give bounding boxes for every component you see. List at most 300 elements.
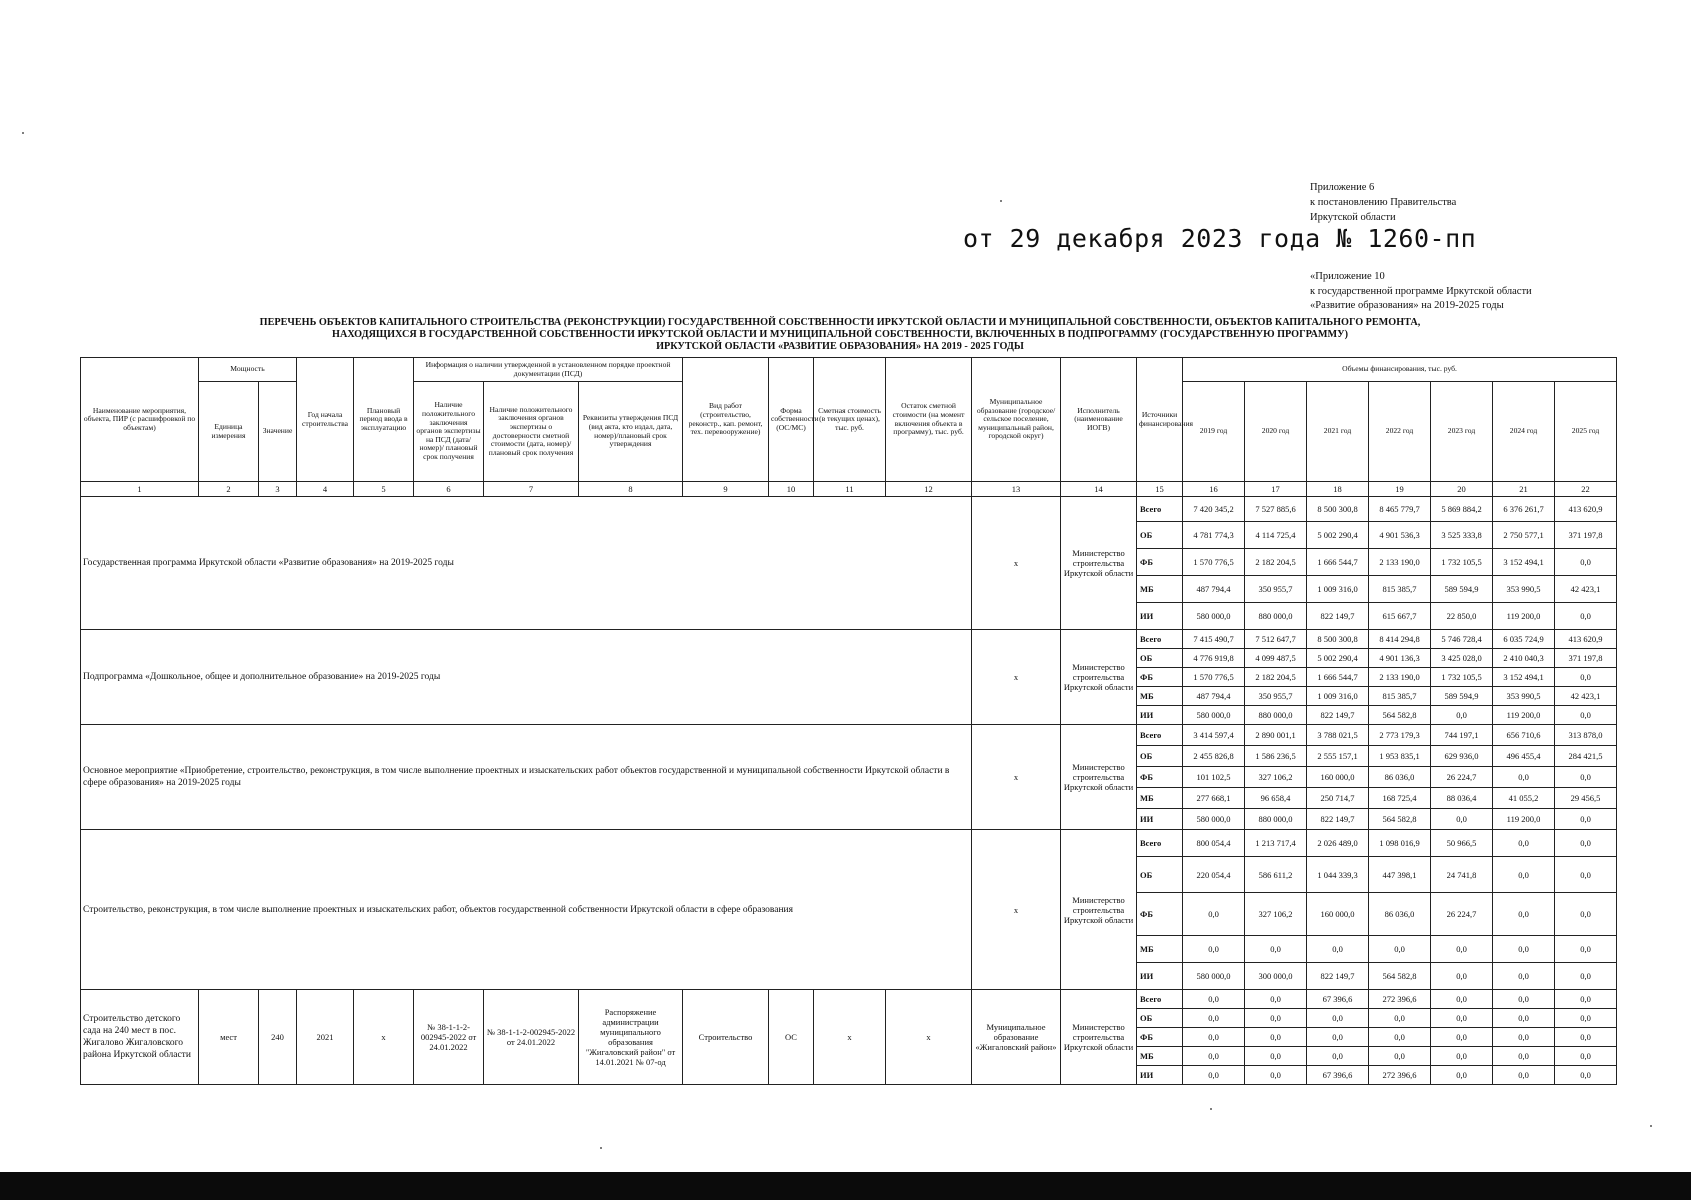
funding-value: 0,0 — [1431, 1009, 1493, 1028]
funding-source-label: ФБ — [1137, 767, 1183, 788]
funding-value: 4 776 919,8 — [1183, 649, 1245, 668]
section-row — [81, 497, 1617, 522]
funding-value: 250 714,7 — [1307, 788, 1369, 809]
funding-value: 822 149,7 — [1307, 809, 1369, 830]
funding-value: 0,0 — [1245, 1047, 1307, 1066]
funding-value: 589 594,9 — [1431, 576, 1493, 603]
funding-value: 6 035 724,9 — [1493, 630, 1555, 649]
funding-value: 353 990,5 — [1493, 687, 1555, 706]
column-number: 19 — [1369, 482, 1431, 497]
funding-value: 0,0 — [1307, 1047, 1369, 1066]
header-psd-info: Информация о наличии утвержденной в установленном порядке проектной документации (ПСД) — [414, 358, 683, 382]
header-municipality: Муниципальное образование (городское/сельское поселение, муниципальный район, городской округ) — [972, 358, 1061, 482]
funding-value: 496 455,4 — [1493, 746, 1555, 767]
header-year-2023: 2023 год — [1431, 382, 1493, 482]
funding-value: 4 901 536,3 — [1369, 522, 1431, 549]
funding-value: 2 133 190,0 — [1369, 549, 1431, 576]
funding-value: 0,0 — [1431, 990, 1493, 1009]
funding-source-label: ОБ — [1137, 746, 1183, 767]
funding-source-label: ФБ — [1137, 893, 1183, 936]
funding-value: 487 794,4 — [1183, 687, 1245, 706]
funding-value: 0,0 — [1555, 603, 1617, 630]
funding-value: 629 936,0 — [1431, 746, 1493, 767]
funding-source-label: ОБ — [1137, 1009, 1183, 1028]
funding-value: 101 102,5 — [1183, 767, 1245, 788]
object-unit: мест — [199, 990, 259, 1085]
funding-value: 0,0 — [1369, 1009, 1431, 1028]
funding-value: 0,0 — [1245, 1009, 1307, 1028]
object-ownership: ОС — [769, 990, 814, 1085]
funding-value: 1 009 316,0 — [1307, 687, 1369, 706]
header-expertise-cost: Наличие положительного заключения органов экспертизы о достоверности сметной стоимости (дата, номер)/плановый срок получения — [484, 382, 579, 482]
funding-value: 350 955,7 — [1245, 687, 1307, 706]
funding-value: 0,0 — [1183, 936, 1245, 963]
column-number: 7 — [484, 482, 579, 497]
funding-value: 371 197,8 — [1555, 522, 1617, 549]
funding-value: 822 149,7 — [1307, 706, 1369, 725]
funding-value: 564 582,8 — [1369, 809, 1431, 830]
object-name: Строительство детского сада на 240 мест в пос. Жигалово Жигаловского района Иркутской области — [81, 990, 199, 1085]
appendix-6-line1: Приложение 6 — [1310, 182, 1375, 193]
funding-value: 0,0 — [1183, 893, 1245, 936]
funding-value: 447 398,1 — [1369, 857, 1431, 893]
column-number: 9 — [683, 482, 769, 497]
funding-value: 4 781 774,3 — [1183, 522, 1245, 549]
header-remainder: Остаток сметной стоимости (на момент включения объекта в программу), тыс. руб. — [886, 358, 972, 482]
section-executor: Министерство строительства Иркутской области — [1061, 630, 1137, 725]
funding-value: 7 420 345,2 — [1183, 497, 1245, 522]
funding-value: 1 044 339,3 — [1307, 857, 1369, 893]
funding-value: 0,0 — [1555, 893, 1617, 936]
title-line3: ИРКУТСКОЙ ОБЛАСТИ «РАЗВИТИЕ ОБРАЗОВАНИЯ» НА 2019 - 2025 ГОДЫ — [656, 341, 1024, 352]
funding-value: 29 456,5 — [1555, 788, 1617, 809]
funding-value: 313 878,0 — [1555, 725, 1617, 746]
funding-value: 277 668,1 — [1183, 788, 1245, 809]
funding-value: 0,0 — [1493, 1028, 1555, 1047]
funding-value: 119 200,0 — [1493, 809, 1555, 830]
header-funding-source: Источники финансирования — [1137, 358, 1183, 482]
funding-source-label: ФБ — [1137, 549, 1183, 576]
scan-speck — [1000, 200, 1002, 202]
funding-value: 0,0 — [1493, 990, 1555, 1009]
funding-value: 0,0 — [1555, 1047, 1617, 1066]
funding-value: 815 385,7 — [1369, 576, 1431, 603]
funding-value: 26 224,7 — [1431, 767, 1493, 788]
funding-value: 0,0 — [1555, 767, 1617, 788]
funding-value: 0,0 — [1493, 767, 1555, 788]
funding-value: 0,0 — [1493, 830, 1555, 857]
funding-value: 2 555 157,1 — [1307, 746, 1369, 767]
funding-value: 8 465 779,7 — [1369, 497, 1431, 522]
funding-source-label: Всего — [1137, 497, 1183, 522]
funding-value: 880 000,0 — [1245, 809, 1307, 830]
document-title — [180, 317, 1500, 353]
funding-value: 4 099 487,5 — [1245, 649, 1307, 668]
title-line1: ПЕРЕЧЕНЬ ОБЪЕКТОВ КАПИТАЛЬНОГО СТРОИТЕЛЬСТВА (РЕКОНСТРУКЦИИ) ГОСУДАРСТВЕННОЙ СОБСТВЕННОСТИ ИРКУТСКОЙ ОБЛАСТИ И МУНИЦИПАЛЬНОЙ СОБСТВЕННОСТИ, ОБЪЕКТОВ КАПИТАЛЬНОГО РЕМОНТА, — [259, 317, 1421, 328]
funding-value: 7 415 490,7 — [1183, 630, 1245, 649]
funding-value: 0,0 — [1493, 1009, 1555, 1028]
funding-value: 6 376 261,7 — [1493, 497, 1555, 522]
funding-value: 815 385,7 — [1369, 687, 1431, 706]
funding-source-label: МБ — [1137, 576, 1183, 603]
funding-value: 0,0 — [1555, 1009, 1617, 1028]
funding-value: 22 850,0 — [1431, 603, 1493, 630]
funding-value: 50 966,5 — [1431, 830, 1493, 857]
appendix-6-block — [1310, 180, 1456, 225]
funding-value: 0,0 — [1493, 1066, 1555, 1085]
funding-value: 67 396,6 — [1307, 1066, 1369, 1085]
funding-value: 1 098 016,9 — [1369, 830, 1431, 857]
header-start-year: Год начала строительства — [297, 358, 354, 482]
header-year-2025: 2025 год — [1555, 382, 1617, 482]
column-number: 13 — [972, 482, 1061, 497]
header-unit: Единица измерения — [199, 382, 259, 482]
funding-value: 7 527 885,6 — [1245, 497, 1307, 522]
funding-value: 1 009 316,0 — [1307, 576, 1369, 603]
scan-speck — [22, 132, 24, 134]
header-year-2022: 2022 год — [1369, 382, 1431, 482]
header-psd-approval: Реквизиты утверждения ПСД (вид акта, кто издал, дата, номер)/плановый срок утверждения — [579, 382, 683, 482]
column-number: 3 — [259, 482, 297, 497]
column-number: 6 — [414, 482, 484, 497]
funding-value: 413 620,9 — [1555, 630, 1617, 649]
funding-value: 2 026 489,0 — [1307, 830, 1369, 857]
header-financing: Объемы финансирования, тыс. руб. — [1183, 358, 1617, 382]
funding-value: 1 732 105,5 — [1431, 668, 1493, 687]
funding-value: 5 002 290,4 — [1307, 522, 1369, 549]
funding-value: 580 000,0 — [1183, 603, 1245, 630]
funding-value: 0,0 — [1431, 1028, 1493, 1047]
column-number: 20 — [1431, 482, 1493, 497]
funding-value: 0,0 — [1555, 549, 1617, 576]
appendix-10-line2: к государственной программе Иркутской области — [1310, 285, 1532, 297]
funding-value: 0,0 — [1245, 990, 1307, 1009]
funding-value: 880 000,0 — [1245, 603, 1307, 630]
funding-value: 564 582,8 — [1369, 963, 1431, 990]
column-number: 1 — [81, 482, 199, 497]
funding-value: 0,0 — [1245, 1028, 1307, 1047]
funding-source-label: ОБ — [1137, 857, 1183, 893]
object-work-type: Строительство — [683, 990, 769, 1085]
funding-source-label: Всего — [1137, 725, 1183, 746]
funding-source-label: МБ — [1137, 936, 1183, 963]
funding-value: 8 414 294,8 — [1369, 630, 1431, 649]
header-work-type: Вид работ (строительство, реконстр., кап. ремонт, тех. перевооружение) — [683, 358, 769, 482]
funding-value: 0,0 — [1555, 963, 1617, 990]
column-numbers-row — [81, 482, 1617, 497]
scan-speck — [600, 1147, 602, 1149]
funding-value: 220 054,4 — [1183, 857, 1245, 893]
funding-value: 4 901 136,3 — [1369, 649, 1431, 668]
funding-value: 0,0 — [1307, 1028, 1369, 1047]
column-number: 18 — [1307, 482, 1369, 497]
funding-value: 0,0 — [1493, 963, 1555, 990]
appendix-10-line1: «Приложение 10 — [1310, 271, 1385, 282]
funding-value: 0,0 — [1369, 1047, 1431, 1066]
appendix-10-block — [1310, 270, 1532, 314]
object-estimate: x — [814, 990, 886, 1085]
funding-value: 0,0 — [1493, 936, 1555, 963]
section-name: Подпрограмма «Дошкольное, общее и дополнительное образование» на 2019-2025 годы — [81, 630, 972, 725]
funding-value: 0,0 — [1307, 936, 1369, 963]
funding-value: 0,0 — [1431, 1066, 1493, 1085]
column-number: 4 — [297, 482, 354, 497]
header-name: Наименование мероприятия, объекта, ПИР (с расшифровкой по объектам) — [81, 358, 199, 482]
funding-value: 0,0 — [1369, 1028, 1431, 1047]
header-ownership: Форма собственности (ОС/МС) — [769, 358, 814, 482]
funding-value: 0,0 — [1431, 963, 1493, 990]
section-name: Строительство, реконструкция, в том числе выполнение проектных и изыскательских работ, объектов государственной собственности Иркутской области в сфере образования — [81, 830, 972, 990]
funding-value: 1 213 717,4 — [1245, 830, 1307, 857]
funding-value: 2 133 190,0 — [1369, 668, 1431, 687]
funding-source-label: МБ — [1137, 687, 1183, 706]
funding-value: 800 054,4 — [1183, 830, 1245, 857]
object-start-year: 2021 — [297, 990, 354, 1085]
header-expertise-psd: Наличие положительного заключения органов экспертизы на ПСД (дата/номер)/ плановый срок получения — [414, 382, 484, 482]
funding-value: 371 197,8 — [1555, 649, 1617, 668]
section-row — [81, 630, 1617, 649]
title-line2: НАХОДЯЩИХСЯ В ГОСУДАРСТВЕННОЙ СОБСТВЕННОСТИ ИРКУТСКОЙ ОБЛАСТИ И МУНИЦИПАЛЬНОЙ СОБСТВЕННОСТИ, ВКЛЮЧЕННЫХ В ПОДПРОГРАММУ (ГОСУДАРСТВЕННУЮ ПРОГРАММУ) — [332, 329, 1348, 340]
funding-value: 580 000,0 — [1183, 963, 1245, 990]
section-name: Государственная программа Иркутской области «Развитие образования» на 2019-2025 годы — [81, 497, 972, 630]
funding-value: 0,0 — [1555, 809, 1617, 830]
funding-value: 0,0 — [1431, 936, 1493, 963]
funding-value: 1 666 544,7 — [1307, 668, 1369, 687]
funding-value: 0,0 — [1555, 1028, 1617, 1047]
funding-value: 1 953 835,1 — [1369, 746, 1431, 767]
appendix-6-line2: к постановлению Правительства — [1310, 197, 1457, 208]
funding-value: 96 658,4 — [1245, 788, 1307, 809]
funding-value: 5 002 290,4 — [1307, 649, 1369, 668]
funding-source-label: ФБ — [1137, 668, 1183, 687]
funding-value: 3 152 494,1 — [1493, 668, 1555, 687]
funding-value: 822 149,7 — [1307, 603, 1369, 630]
section-mark: x — [972, 830, 1061, 990]
funding-value: 0,0 — [1493, 893, 1555, 936]
objects-table — [80, 357, 1617, 1085]
object-remainder: x — [886, 990, 972, 1085]
funding-value: 0,0 — [1245, 936, 1307, 963]
funding-value: 0,0 — [1555, 706, 1617, 725]
column-number: 5 — [354, 482, 414, 497]
funding-value: 88 036,4 — [1431, 788, 1493, 809]
funding-value: 0,0 — [1555, 1066, 1617, 1085]
funding-value: 327 106,2 — [1245, 767, 1307, 788]
funding-value: 656 710,6 — [1493, 725, 1555, 746]
funding-source-label: ОБ — [1137, 522, 1183, 549]
funding-value: 0,0 — [1431, 809, 1493, 830]
funding-value: 586 611,2 — [1245, 857, 1307, 893]
funding-value: 8 500 300,8 — [1307, 630, 1369, 649]
funding-value: 1 666 544,7 — [1307, 549, 1369, 576]
object-psd-approval: Распоряжение администрации муниципального образования "Жигаловский район" от 14.01.2021 № 07-од — [579, 990, 683, 1085]
funding-value: 24 741,8 — [1431, 857, 1493, 893]
funding-value: 3 152 494,1 — [1493, 549, 1555, 576]
funding-value: 0,0 — [1555, 830, 1617, 857]
funding-value: 3 525 333,8 — [1431, 522, 1493, 549]
funding-value: 7 512 647,7 — [1245, 630, 1307, 649]
appendix-6-line3: Иркутской области — [1310, 212, 1396, 223]
column-number: 16 — [1183, 482, 1245, 497]
funding-value: 42 423,1 — [1555, 576, 1617, 603]
funding-value: 3 788 021,5 — [1307, 725, 1369, 746]
header-year-2021: 2021 год — [1307, 382, 1369, 482]
funding-source-label: ФБ — [1137, 1028, 1183, 1047]
header-year-2019: 2019 год — [1183, 382, 1245, 482]
column-number: 14 — [1061, 482, 1137, 497]
funding-value: 3 414 597,4 — [1183, 725, 1245, 746]
funding-value: 0,0 — [1493, 1047, 1555, 1066]
funding-value: 413 620,9 — [1555, 497, 1617, 522]
funding-source-label: Всего — [1137, 630, 1183, 649]
funding-source-label: ИИ — [1137, 1066, 1183, 1085]
column-number: 2 — [199, 482, 259, 497]
object-municipality: Муниципальное образование «Жигаловский район» — [972, 990, 1061, 1085]
funding-value: 2 182 204,5 — [1245, 668, 1307, 687]
funding-value: 160 000,0 — [1307, 767, 1369, 788]
funding-source-label: ИИ — [1137, 809, 1183, 830]
funding-value: 327 106,2 — [1245, 893, 1307, 936]
column-number: 10 — [769, 482, 814, 497]
funding-value: 744 197,1 — [1431, 725, 1493, 746]
funding-value: 1 586 236,5 — [1245, 746, 1307, 767]
funding-value: 0,0 — [1555, 857, 1617, 893]
funding-source-label: ИИ — [1137, 603, 1183, 630]
section-mark: x — [972, 630, 1061, 725]
funding-value: 2 455 826,8 — [1183, 746, 1245, 767]
funding-value: 284 421,5 — [1555, 746, 1617, 767]
funding-value: 86 036,0 — [1369, 767, 1431, 788]
column-number: 21 — [1493, 482, 1555, 497]
column-number: 22 — [1555, 482, 1617, 497]
section-row — [81, 830, 1617, 857]
funding-value: 41 055,2 — [1493, 788, 1555, 809]
top-edge — [0, 0, 1691, 4]
funding-value: 160 000,0 — [1307, 893, 1369, 936]
object-row — [81, 990, 1617, 1009]
funding-source-label: ИИ — [1137, 963, 1183, 990]
header-year-2024: 2024 год — [1493, 382, 1555, 482]
funding-source-label: Всего — [1137, 830, 1183, 857]
object-executor: Министерство строительства Иркутской области — [1061, 990, 1137, 1085]
funding-value: 0,0 — [1183, 1066, 1245, 1085]
object-value: 240 — [259, 990, 297, 1085]
section-name: Основное мероприятие «Приобретение, строительство, реконструкция, в том числе выполнение проектных и изыскательских работ объектов государственной и муниципальной собственности Иркутской области в сфере образования» на 2019-2025 годы — [81, 725, 972, 830]
funding-value: 0,0 — [1431, 706, 1493, 725]
header-value: Значение — [259, 382, 297, 482]
funding-value: 1 570 776,5 — [1183, 549, 1245, 576]
funding-value: 487 794,4 — [1183, 576, 1245, 603]
section-executor: Министерство строительства Иркутской области — [1061, 830, 1137, 990]
funding-value: 589 594,9 — [1431, 687, 1493, 706]
funding-value: 2 182 204,5 — [1245, 549, 1307, 576]
section-row — [81, 725, 1617, 746]
funding-value: 615 667,7 — [1369, 603, 1431, 630]
funding-value: 26 224,7 — [1431, 893, 1493, 936]
funding-value: 2 773 179,3 — [1369, 725, 1431, 746]
funding-value: 5 869 884,2 — [1431, 497, 1493, 522]
funding-value: 3 425 028,0 — [1431, 649, 1493, 668]
column-number: 15 — [1137, 482, 1183, 497]
header-capacity: Мощность — [199, 358, 297, 382]
column-number: 17 — [1245, 482, 1307, 497]
funding-value: 2 890 001,1 — [1245, 725, 1307, 746]
appendix-10-line3: «Развитие образования» на 2019-2025 годы — [1310, 300, 1504, 311]
funding-value: 272 396,6 — [1369, 990, 1431, 1009]
header-year-2020: 2020 год — [1245, 382, 1307, 482]
header-executor: Исполнитель (наименование ИОГВ) — [1061, 358, 1137, 482]
funding-value: 168 725,4 — [1369, 788, 1431, 809]
funding-value: 0,0 — [1431, 1047, 1493, 1066]
funding-value: 2 410 040,3 — [1493, 649, 1555, 668]
funding-value: 1 570 776,5 — [1183, 668, 1245, 687]
funding-value: 8 500 300,8 — [1307, 497, 1369, 522]
funding-source-label: ИИ — [1137, 706, 1183, 725]
funding-value: 580 000,0 — [1183, 809, 1245, 830]
funding-value: 300 000,0 — [1245, 963, 1307, 990]
section-executor: Министерство строительства Иркутской области — [1061, 725, 1137, 830]
header-estimate: Сметная стоимость (в текущих ценах), тыс. руб. — [814, 358, 886, 482]
funding-value: 0,0 — [1307, 1009, 1369, 1028]
section-executor: Министерство строительства Иркутской области — [1061, 497, 1137, 630]
funding-value: 0,0 — [1245, 1066, 1307, 1085]
funding-value: 5 746 728,4 — [1431, 630, 1493, 649]
funding-value: 272 396,6 — [1369, 1066, 1431, 1085]
funding-value: 4 114 725,4 — [1245, 522, 1307, 549]
decree-date-number: от 29 декабря 2023 года № 1260-пп — [963, 224, 1477, 253]
funding-value: 0,0 — [1555, 668, 1617, 687]
funding-source-label: МБ — [1137, 788, 1183, 809]
funding-source-label: ОБ — [1137, 649, 1183, 668]
funding-value: 880 000,0 — [1245, 706, 1307, 725]
funding-value: 580 000,0 — [1183, 706, 1245, 725]
funding-value: 0,0 — [1183, 1047, 1245, 1066]
object-commission: x — [354, 990, 414, 1085]
funding-value: 0,0 — [1183, 1009, 1245, 1028]
scan-speck — [1210, 1108, 1212, 1110]
object-expertise-cost: № 38-1-1-2-002945-2022 от 24.01.2022 — [484, 990, 579, 1085]
funding-value: 119 200,0 — [1493, 706, 1555, 725]
funding-value: 119 200,0 — [1493, 603, 1555, 630]
funding-value: 67 396,6 — [1307, 990, 1369, 1009]
funding-value: 353 990,5 — [1493, 576, 1555, 603]
funding-value: 0,0 — [1183, 990, 1245, 1009]
funding-value: 1 732 105,5 — [1431, 549, 1493, 576]
funding-value: 2 750 577,1 — [1493, 522, 1555, 549]
scan-speck — [1650, 1125, 1652, 1127]
funding-value: 0,0 — [1493, 857, 1555, 893]
column-number: 11 — [814, 482, 886, 497]
funding-value: 0,0 — [1555, 936, 1617, 963]
funding-value: 0,0 — [1369, 936, 1431, 963]
column-number: 8 — [579, 482, 683, 497]
section-mark: x — [972, 725, 1061, 830]
funding-value: 0,0 — [1183, 1028, 1245, 1047]
header-commission: Плановый период ввода в эксплуатацию — [354, 358, 414, 482]
funding-source-label: Всего — [1137, 990, 1183, 1009]
column-number: 12 — [886, 482, 972, 497]
funding-value: 42 423,1 — [1555, 687, 1617, 706]
table-body — [81, 358, 1617, 1085]
header-row-1 — [81, 358, 1617, 382]
funding-source-label: МБ — [1137, 1047, 1183, 1066]
funding-value: 350 955,7 — [1245, 576, 1307, 603]
funding-value: 822 149,7 — [1307, 963, 1369, 990]
funding-value: 86 036,0 — [1369, 893, 1431, 936]
section-mark: x — [972, 497, 1061, 630]
funding-value: 0,0 — [1555, 990, 1617, 1009]
scan-bottom-edge — [0, 1172, 1691, 1200]
